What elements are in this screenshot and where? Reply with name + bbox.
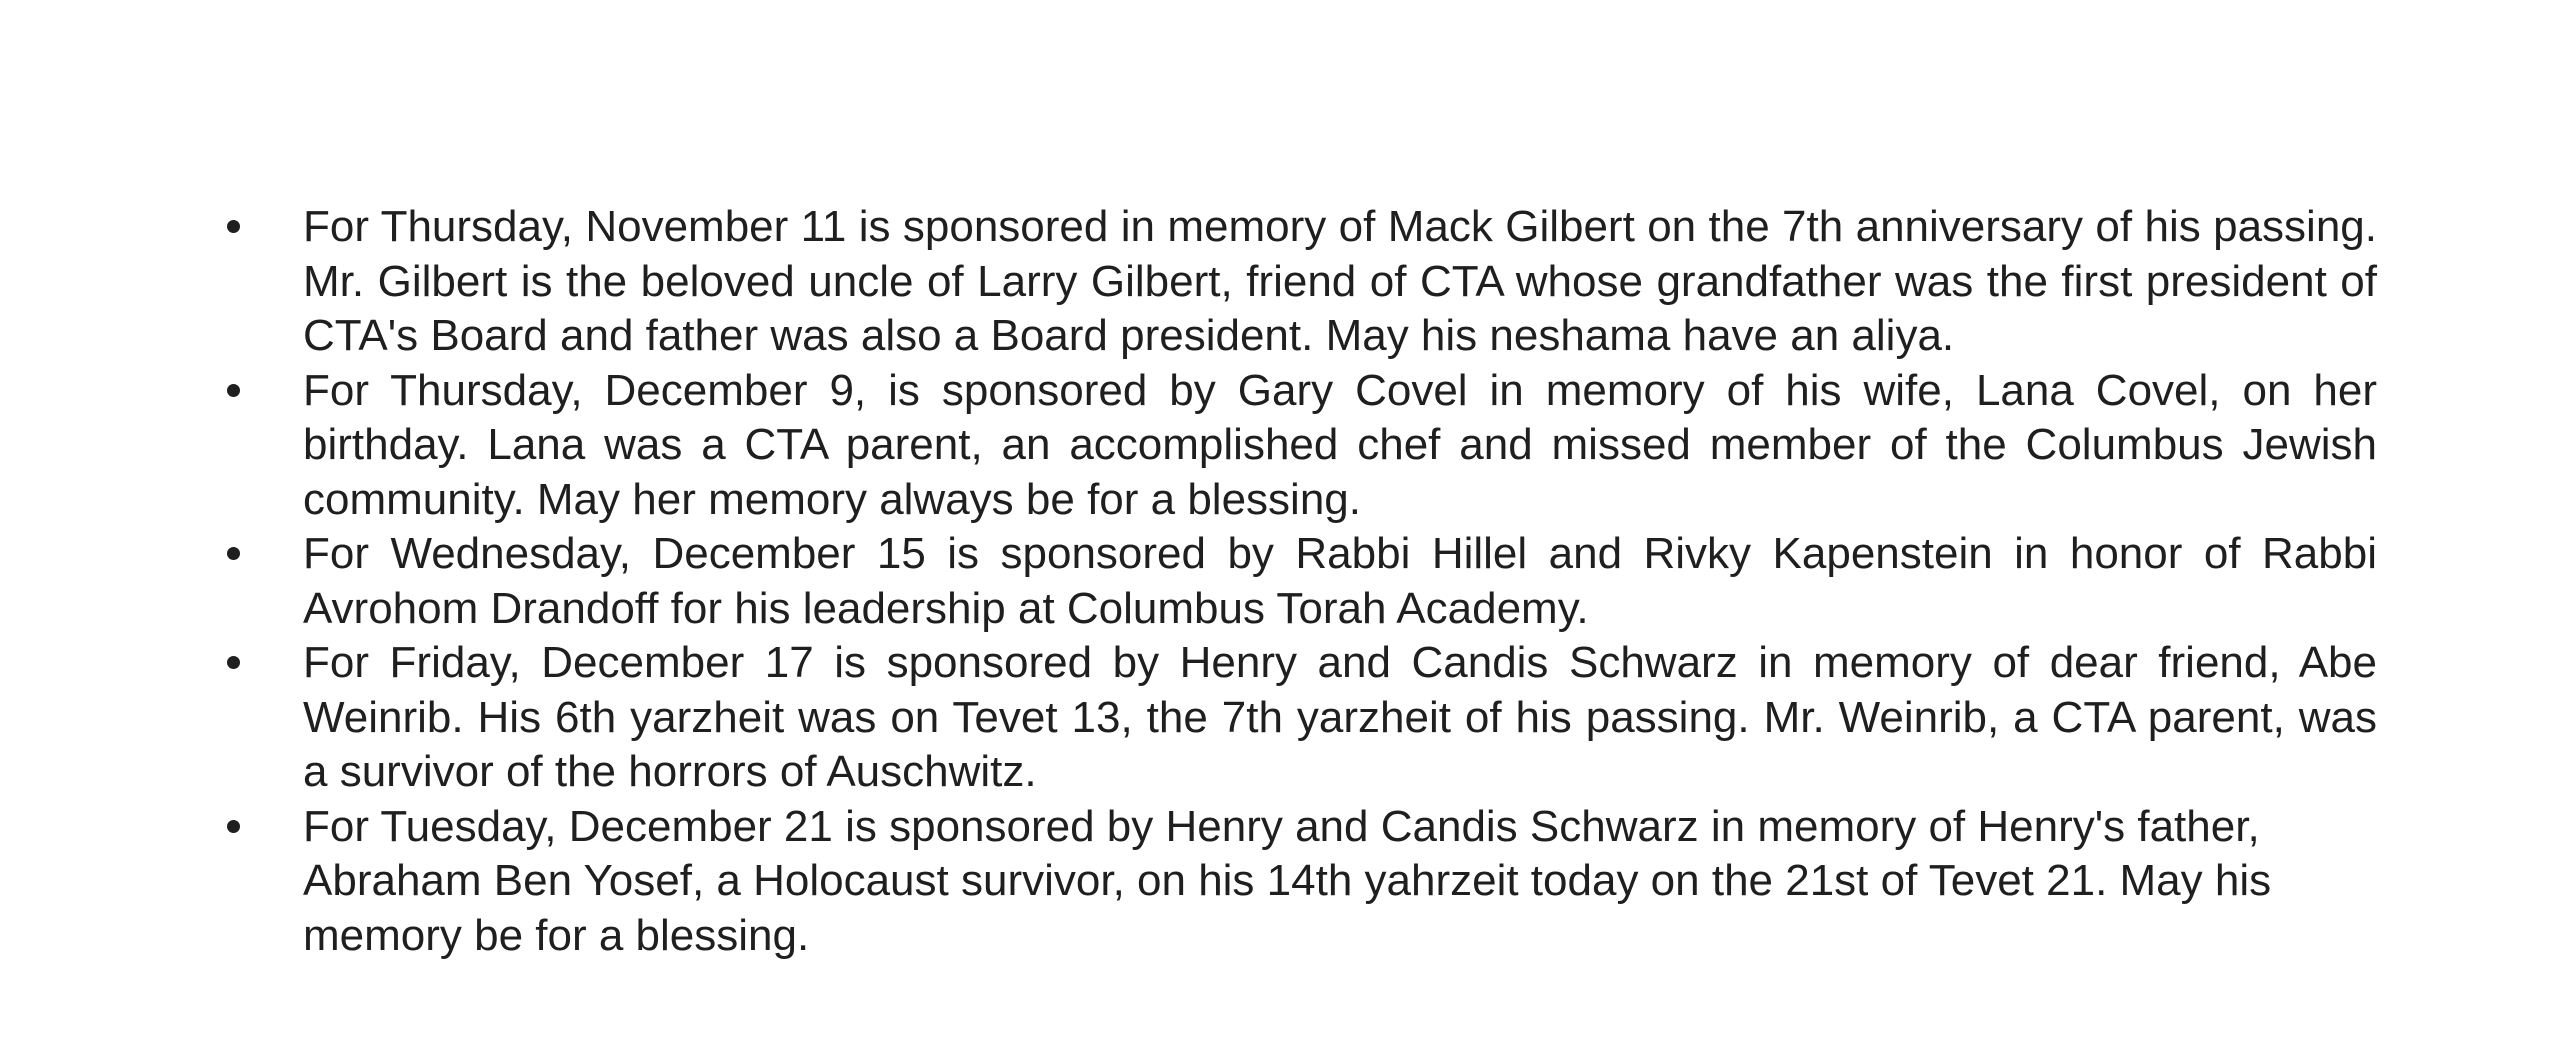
list-item xyxy=(303,200,2377,364)
list-item xyxy=(303,636,2377,800)
list-item xyxy=(303,800,2377,964)
list-item-text: For Friday, December 17 is sponsored by Henry and Candis Schwarz in memory of dear friend, Abe Weinrib. His 6th yarzheit was on Tevet 13, the 7th yarzheit of his passing. Mr. Weinrib, a CTA parent, was a survivor of the horrors of Auschwitz. xyxy=(303,638,2377,796)
bullet-icon xyxy=(227,384,240,397)
bullet-icon xyxy=(227,820,240,833)
list-item-text: For Thursday, December 9, is sponsored by Gary Covel in memory of his wife, Lana Covel, on her birthday. Lana was a CTA parent, an accomplished chef and missed member of the Columbus Jewish community. May her memory always be for a blessing. xyxy=(303,365,2377,524)
bullet-icon xyxy=(227,547,240,560)
bullet-icon xyxy=(227,220,240,233)
list-item-text: For Wednesday, December 15 is sponsored by Rabbi Hillel and Rivky Kapenstein in honor of Rabbi Avrohom Drandoff for his leadership at Columbus Torah Academy. xyxy=(303,529,2377,633)
sponsorship-list xyxy=(303,200,2377,963)
list-item xyxy=(303,527,2377,636)
list-item-text: For Tuesday, December 21 is sponsored by Henry and Candis Schwarz in memory of Henry's father, Abraham Ben Yosef, a Holocaust survivor, on his 14th yahrzeit today on the 21st of Tevet 21. May his memory be for a blessing. xyxy=(303,801,2272,960)
list-item xyxy=(303,364,2377,528)
bullet-icon xyxy=(227,656,240,669)
list-item-text: For Thursday, November 11 is sponsored in memory of Mack Gilbert on the 7th anniversary of his passing. Mr. Gilbert is the beloved uncle of Larry Gilbert, friend of CTA whose grandfather was the first president of CTA's Board and father was also a Board president. May his neshama have an aliya. xyxy=(303,202,2377,360)
